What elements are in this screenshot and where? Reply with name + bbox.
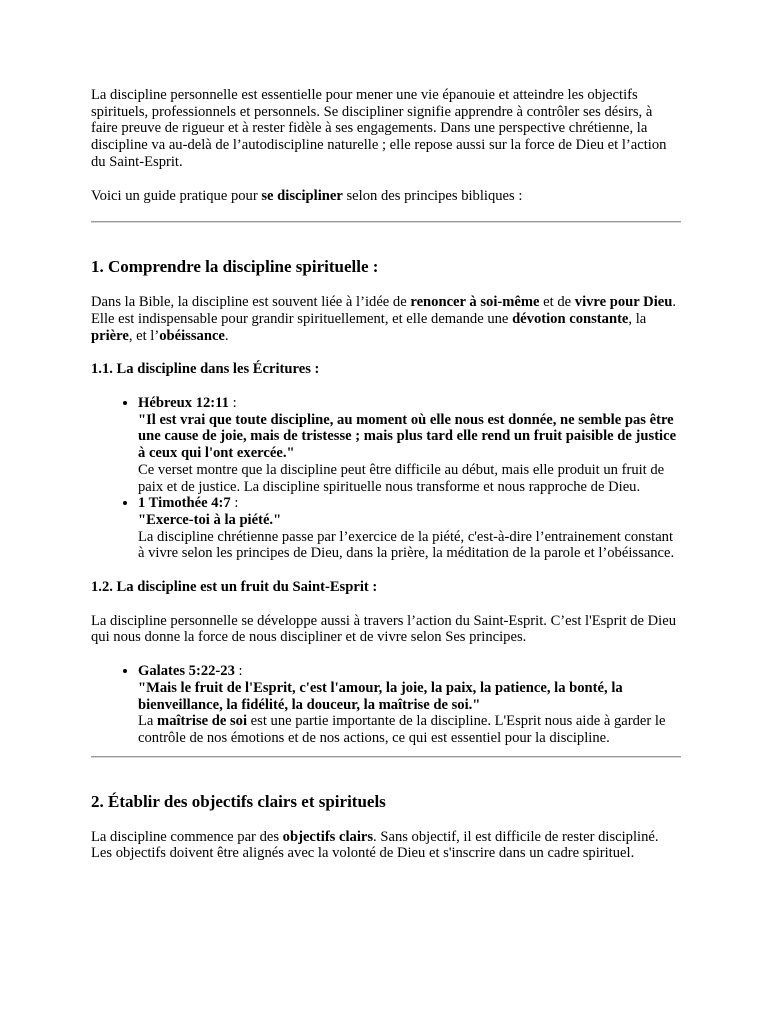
intro-guide-paragraph: Voici un guide pratique pour se discipliner selon des principes bibliques : [91, 187, 523, 204]
scripture-reference: Hébreux 12:11 [138, 395, 229, 412]
list-item: • 1 Timothée 4:7 : "Exerce-toi à la piété." La discipline chrétienne passe par l’exercice de la piété, c'est-à-dire l’entrainement constant à vivre selon les principes de Dieu, dans la prière, la méditation de la parole et l’obéissance. [138, 495, 681, 562]
scripture-commentary: La maîtrise de soi est une partie importante de la discipline. L'Esprit nous aide à garder le contrôle de nos émotions et de nos actions, ce qui est essentiel pour la discipline. [138, 713, 666, 746]
document-content [91, 87, 681, 862]
subsection-1-1-heading: 1.1. La discipline dans les Écritures : [91, 361, 320, 378]
list-item: • Hébreux 12:11 : "Il est vrai que toute discipline, au moment où elle nous est donnée, ne semble pas être une cause de joie, mais de tristesse ; mais plus tard elle rend un fruit paisible de justice à ceux qui l'ont exercée." Ce verset montre que la discipline peut être difficile au début, mais elle produit un fruit de paix et de justice. La discipline spirituelle nous transforme et nous rapproche de Dieu. [138, 395, 681, 495]
section1-paragraph: Dans la Bible, la discipline est souvent liée à l’idée de renoncer à soi-même et de vivre pour Dieu. Elle est indispensable pour grandir spirituellement, et elle demande une dévotion constante, la prière, et l’obéissance. [91, 294, 677, 344]
scripture-list-2 [91, 663, 681, 747]
section-divider [91, 756, 681, 758]
section-divider [91, 221, 681, 223]
scripture-quote: "Mais le fruit de l'Esprit, c'est l'amour, la joie, la paix, la patience, la bonté, la bienveillance, la fidélité, la douceur, la maîtrise de soi." [138, 679, 623, 713]
scripture-commentary: La discipline chrétienne passe par l’exercice de la piété, c'est-à-dire l’entrainement constant à vivre selon les principes de Dieu, dans la prière, la méditation de la parole et l’obéissance. [138, 528, 675, 562]
subsection-1-2-heading: 1.2. La discipline est un fruit du Saint-Esprit : [91, 579, 378, 596]
scripture-reference: Galates 5:22-23 [138, 663, 235, 680]
section1-heading: 1. Comprendre la discipline spirituelle : [91, 257, 379, 277]
scripture-reference: 1 Timothée 4:7 [138, 495, 231, 512]
subsection-1-2-paragraph: La discipline personnelle se développe aussi à travers l’action du Saint-Esprit. C’est l'Esprit de Dieu qui nous donne la force de nous discipliner et de vivre selon Ses principes. [91, 612, 677, 646]
intro-paragraph: La discipline personnelle est essentielle pour mener une vie épanouie et atteindre les objectifs spirituels, professionnels et personnels. Se discipliner signifie apprendre à contrôler ses désirs, à faire preuve de rigueur et à rester fidèle à ses engagements. Dans une perspective chrétienne, la discipline va au-delà de l’autodiscipline naturelle ; elle repose aussi sur la force de Dieu et l’action du Saint-Esprit. [91, 87, 667, 170]
section2-heading: 2. Établir des objectifs clairs et spirituels [91, 791, 386, 811]
guide-keyword: se discipliner [261, 187, 343, 204]
scripture-quote: "Exerce-toi à la piété." [138, 511, 282, 528]
scripture-quote: "Il est vrai que toute discipline, au moment où elle nous est donnée, ne semble pas être une cause de joie, mais de tristesse ; mais plus tard elle rend un fruit paisible de justice à ceux qui l'ont exercée." [138, 411, 677, 462]
scripture-commentary: Ce verset montre que la discipline peut être difficile au début, mais elle produit un fruit de paix et de justice. La discipline spirituelle nous transforme et nous rapproche de Dieu. [138, 461, 665, 495]
list-item: • Galates 5:22-23 : "Mais le fruit de l'Esprit, c'est l'amour, la joie, la paix, la patience, la bonté, la bienveillance, la fidélité, la douceur, la maîtrise de soi." La maîtrise de soi est une partie importante de la discipline. L'Esprit nous aide à garder le contrôle de nos émotions et de nos actions, ce qui est essentiel pour la discipline. [138, 663, 681, 747]
section2-paragraph: La discipline commence par des objectifs clairs. Sans objectif, il est difficile de rester discipliné. Les objectifs doivent être alignés avec la volonté de Dieu et s'inscrire dans un cadre spirituel. [91, 828, 659, 862]
scripture-list-1 [91, 395, 681, 562]
